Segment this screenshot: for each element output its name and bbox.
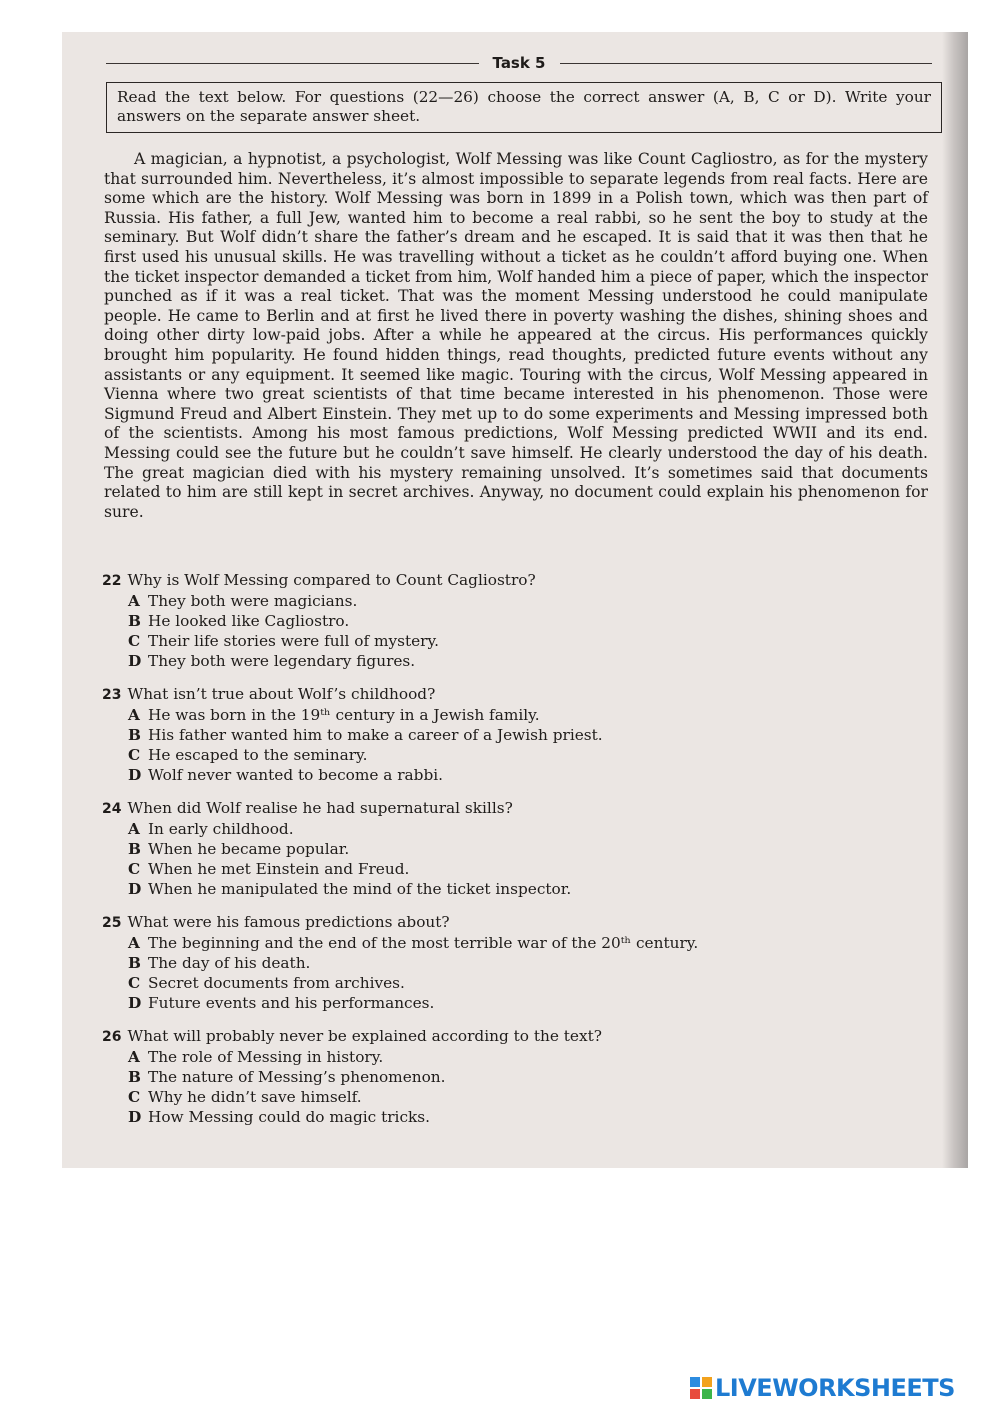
answer-option-c: [102, 973, 802, 993]
question-text: Why is Wolf Messing compared to Count Cagliostro?: [127, 571, 536, 589]
question-25: [102, 912, 802, 1013]
option-text: Why he didn’t save himself.: [148, 1088, 362, 1106]
task-header: [106, 52, 932, 74]
question-stem: [102, 684, 802, 705]
option-text: They both were magicians.: [148, 592, 358, 610]
question-24: [102, 798, 802, 899]
question-number: 26: [102, 1029, 122, 1045]
option-letter: B: [128, 1068, 141, 1086]
answer-option-a: [102, 933, 802, 953]
answer-option-c: [102, 1087, 802, 1107]
answer-option-a: [102, 1047, 802, 1067]
option-text: When he met Einstein and Freud.: [148, 860, 410, 878]
option-text: How Messing could do magic tricks.: [148, 1108, 430, 1126]
option-text: Wolf never wanted to become a rabbi.: [148, 766, 444, 784]
answer-option-c: [102, 631, 802, 651]
option-letter: B: [128, 726, 141, 744]
liveworksheets-logo: [690, 1372, 955, 1404]
liveworksheets-wordmark: LIVEWORKSHEETS: [715, 1374, 955, 1402]
header-rule-right: [560, 63, 933, 64]
question-23: [102, 684, 802, 785]
option-letter: C: [128, 1088, 141, 1106]
answer-option-b: [102, 1067, 802, 1087]
option-letter: C: [128, 974, 141, 992]
option-letter: C: [128, 860, 141, 878]
option-text: Future events and his performances.: [148, 994, 435, 1012]
answer-option-b: [102, 953, 802, 973]
question-stem: [102, 912, 802, 933]
option-letter: B: [128, 612, 141, 630]
option-letter: B: [128, 840, 141, 858]
question-text: What will probably never be explained according to the text?: [127, 1027, 602, 1045]
answer-option-a: [102, 591, 802, 611]
option-text: When he became popular.: [148, 840, 350, 858]
answer-option-d: [102, 1107, 802, 1127]
option-letter: D: [128, 766, 142, 784]
header-rule-left: [106, 63, 479, 64]
option-text: He escaped to the seminary.: [148, 746, 368, 764]
task-title: Task 5: [492, 54, 546, 72]
option-text: He was born in the 19ᵗʰ century in a Jewish family.: [148, 706, 540, 724]
answer-option-d: [102, 651, 802, 671]
answer-option-c: [102, 859, 802, 879]
scanned-page: [62, 32, 968, 1168]
answer-option-b: [102, 725, 802, 745]
option-letter: A: [128, 706, 140, 724]
page-binding-shadow: [942, 32, 968, 1168]
option-text: His father wanted him to make a career of a Jewish priest.: [148, 726, 603, 744]
answer-option-b: [102, 839, 802, 859]
option-letter: A: [128, 1048, 140, 1066]
question-stem: [102, 798, 802, 819]
option-letter: D: [128, 880, 142, 898]
answer-option-a: [102, 705, 802, 725]
option-text: When he manipulated the mind of the ticket inspector.: [148, 880, 572, 898]
option-letter: A: [128, 820, 140, 838]
instruction-box: Read the text below. For questions (22—26) choose the correct answer (A, B, C or D). Write your answers on the separate answer sheet.: [106, 82, 942, 133]
question-number: 24: [102, 801, 122, 817]
option-text: In early childhood.: [148, 820, 294, 838]
option-text: The beginning and the end of the most terrible war of the 20ᵗʰ century.: [148, 934, 699, 952]
option-text: Their life stories were full of mystery.: [148, 632, 439, 650]
question-text: When did Wolf realise he had supernatural skills?: [127, 799, 513, 817]
option-text: He looked like Cagliostro.: [148, 612, 350, 630]
option-text: The day of his death.: [148, 954, 311, 972]
question-stem: [102, 1026, 802, 1047]
question-list: [102, 570, 802, 1140]
option-letter: C: [128, 746, 141, 764]
answer-option-a: [102, 819, 802, 839]
option-text: They both were legendary figures.: [148, 652, 416, 670]
option-letter: C: [128, 632, 141, 650]
option-letter: A: [128, 934, 140, 952]
option-letter: A: [128, 592, 140, 610]
option-letter: D: [128, 1108, 142, 1126]
answer-option-d: [102, 879, 802, 899]
option-letter: D: [128, 994, 142, 1012]
question-26: [102, 1026, 802, 1127]
answer-option-d: [102, 993, 802, 1013]
question-stem: [102, 570, 802, 591]
question-text: What isn’t true about Wolf’s childhood?: [127, 685, 436, 703]
question-number: 23: [102, 687, 122, 703]
answer-option-c: [102, 745, 802, 765]
option-letter: B: [128, 954, 141, 972]
question-number: 25: [102, 915, 122, 931]
question-22: [102, 570, 802, 671]
option-letter: D: [128, 652, 142, 670]
liveworksheets-grid-icon: [690, 1377, 712, 1399]
option-text: Secret documents from archives.: [148, 974, 405, 992]
answer-option-b: [102, 611, 802, 631]
option-text: The nature of Messing’s phenomenon.: [148, 1068, 446, 1086]
question-text: What were his famous predictions about?: [127, 913, 450, 931]
answer-option-d: [102, 765, 802, 785]
option-text: The role of Messing in history.: [148, 1048, 384, 1066]
reading-passage: A magician, a hypnotist, a psychologist, Wolf Messing was like Count Cagliostro, as for the mystery that surrounded him. Nevertheless, it’s almost impossible to separate legends from real facts. Here are some which are the history. Wolf Messing was born in 1899 in a Polish town, which was then part of Russia. His father, a full Jew, wanted him to become a real rabbi, so he sent the boy to study at the seminary. But Wolf didn’t share the father’s dream and he escaped. It is said that it was then that he first used his unusual skills. He was travelling without a ticket as he couldn’t afford buying one. When the ticket inspector demanded a ticket from him, Wolf handed him a piece of paper, which the inspector punched as if it was a real ticket. That was the moment Messing understood he could manipulate people. He came to Berlin and at first he lived there in poverty washing the dishes, shining shoes and doing other dirty low-paid jobs. After a while he appeared at the circus. His performances quickly brought him popularity. He found hidden things, read thoughts, predicted future events without any assistants or any equipment. It seemed like magic. Touring with the circus, Wolf Messing appeared in Vienna where two great scientists of that time became interested in his phenomenon. Those were Sigmund Freud and Albert Einstein. They met up to do some experiments and Messing impressed both of the scientists. Among his most famous predictions, Wolf Messing predicted WWII and its end. Messing could see the future but he couldn’t save himself. He clearly understood the day of his death. The great magician died with his mystery remaining unsolved. It’s sometimes said that documents related to him are still kept in secret archives. Anyway, no document could explain his phenomenon for sure.: [104, 150, 928, 521]
question-number: 22: [102, 573, 122, 589]
